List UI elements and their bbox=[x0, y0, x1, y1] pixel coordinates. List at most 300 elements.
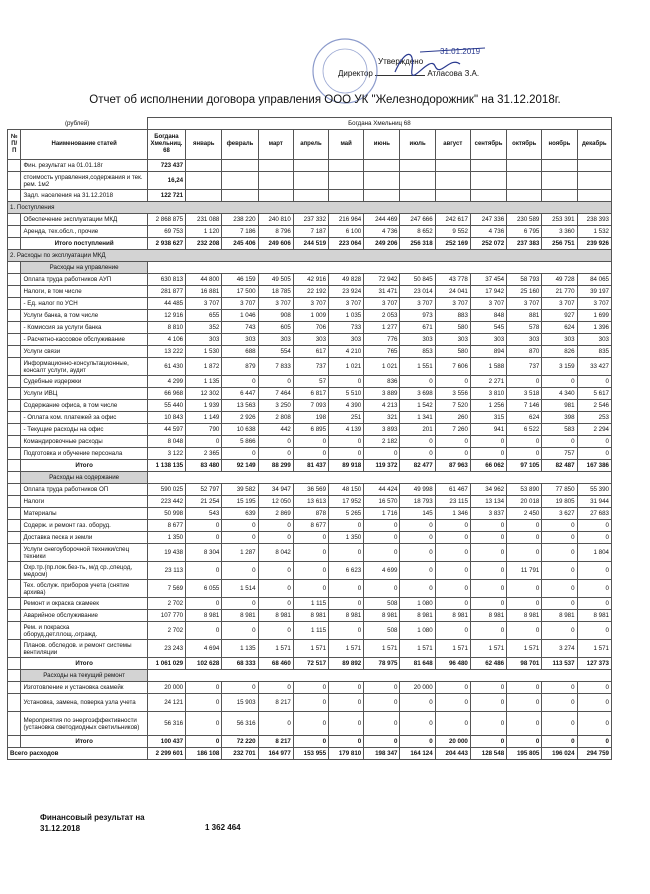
table-row bbox=[8, 424, 612, 436]
month-value-cell: 84 065 bbox=[577, 274, 611, 286]
month-value-cell: 442 bbox=[258, 424, 293, 436]
month-value-cell bbox=[258, 172, 293, 190]
month-value-cell: 196 024 bbox=[542, 748, 577, 760]
month-value-cell: 0 bbox=[435, 622, 470, 640]
month-value-cell: 0 bbox=[364, 712, 400, 736]
month-value-cell: 0 bbox=[470, 712, 506, 736]
month-value-cell bbox=[435, 190, 470, 202]
month-value-cell: 1 135 bbox=[222, 640, 258, 658]
month-value-cell: 20 000 bbox=[400, 682, 435, 694]
row-label: Услуги ИВЦ bbox=[21, 388, 147, 400]
month-value-cell: 145 bbox=[400, 508, 435, 520]
month-value-cell: 1 551 bbox=[400, 358, 435, 376]
row-number-cell bbox=[8, 172, 21, 190]
month-value-cell: 0 bbox=[435, 580, 470, 598]
table-row bbox=[8, 334, 612, 346]
table-row bbox=[8, 460, 612, 472]
month-value-cell: 0 bbox=[364, 532, 400, 544]
month-value-cell: 4 699 bbox=[364, 562, 400, 580]
month-value-cell: 617 bbox=[293, 346, 328, 358]
month-value-cell: 25 160 bbox=[507, 286, 542, 298]
month-value-cell: 1 571 bbox=[400, 640, 435, 658]
month-value-cell: 8 981 bbox=[186, 610, 222, 622]
month-value-cell: 303 bbox=[435, 334, 470, 346]
month-value-cell bbox=[542, 190, 577, 202]
month-value-cell: 0 bbox=[293, 436, 328, 448]
month-value-cell bbox=[293, 172, 328, 190]
month-value-cell bbox=[186, 160, 222, 172]
month-value-cell: 8 981 bbox=[577, 610, 611, 622]
month-value-cell: 0 bbox=[577, 532, 611, 544]
month-value-cell: 0 bbox=[293, 580, 328, 598]
month-value-cell: 0 bbox=[400, 562, 435, 580]
table-row bbox=[8, 670, 612, 682]
row-number-cell bbox=[8, 310, 21, 322]
total-cell: 16,24 bbox=[147, 172, 185, 190]
month-value-cell: 8 042 bbox=[258, 544, 293, 562]
month-value-cell: 0 bbox=[435, 544, 470, 562]
table-row bbox=[8, 172, 612, 190]
month-value-cell: 8 981 bbox=[400, 610, 435, 622]
month-value-cell: 92 149 bbox=[222, 460, 258, 472]
month-value-cell: 8 677 bbox=[293, 520, 328, 532]
month-value-cell: 580 bbox=[435, 322, 470, 334]
month-value-cell: 260 bbox=[435, 412, 470, 424]
row-label: Аренда, тех.обсл., прочие bbox=[21, 226, 147, 238]
row-label: Судебные издержки bbox=[21, 376, 147, 388]
row-number-cell bbox=[8, 376, 21, 388]
month-value-cell: 3 274 bbox=[542, 640, 577, 658]
month-value-cell: 0 bbox=[470, 448, 506, 460]
month-value-cell: 1 009 bbox=[293, 310, 328, 322]
month-value-cell: 0 bbox=[329, 736, 364, 748]
month-value-cell: 22 192 bbox=[293, 286, 328, 298]
table-row bbox=[8, 598, 612, 610]
row-number-cell bbox=[8, 622, 21, 640]
row-label: Подготовка и обучение персонала bbox=[21, 448, 147, 460]
row-number-cell bbox=[8, 736, 21, 748]
month-value-cell bbox=[329, 160, 364, 172]
subsection-title: Расходы на содержание bbox=[21, 472, 147, 484]
total-cell: 1 350 bbox=[147, 532, 185, 544]
row-label: Изготовление и установка скамейк bbox=[21, 682, 147, 694]
month-value-cell: 179 810 bbox=[329, 748, 364, 760]
total-cell: 4 106 bbox=[147, 334, 185, 346]
row-label: Фин. результат на 01.01.18г bbox=[21, 160, 147, 172]
month-value-cell: 765 bbox=[364, 346, 400, 358]
month-value-cell: 0 bbox=[542, 532, 577, 544]
month-value-cell: 776 bbox=[364, 334, 400, 346]
month-value-cell: 883 bbox=[435, 310, 470, 322]
month-value-cell: 8 981 bbox=[507, 610, 542, 622]
month-value-cell: 853 bbox=[400, 346, 435, 358]
row-number-cell bbox=[8, 400, 21, 412]
month-value-cell: 18 793 bbox=[400, 496, 435, 508]
month-value-cell: 0 bbox=[293, 562, 328, 580]
month-value-cell: 31 471 bbox=[364, 286, 400, 298]
month-value-cell: 0 bbox=[470, 682, 506, 694]
month-value-cell: 8 981 bbox=[329, 610, 364, 622]
month-value-cell: 554 bbox=[258, 346, 293, 358]
column-header: апрель bbox=[293, 130, 328, 160]
month-value-cell: 908 bbox=[258, 310, 293, 322]
month-value-cell: 4 139 bbox=[329, 424, 364, 436]
row-number-cell bbox=[8, 682, 21, 694]
month-value-cell: 39 582 bbox=[222, 484, 258, 496]
total-cell: 8 677 bbox=[147, 520, 185, 532]
total-cell: 10 843 bbox=[147, 412, 185, 424]
month-value-cell: 981 bbox=[542, 400, 577, 412]
month-value-cell bbox=[329, 172, 364, 190]
row-number-cell bbox=[8, 346, 21, 358]
month-value-cell: 0 bbox=[470, 532, 506, 544]
month-value-cell: 164 977 bbox=[258, 748, 293, 760]
month-value-cell: 153 955 bbox=[293, 748, 328, 760]
month-value-cell: 0 bbox=[435, 532, 470, 544]
row-label: Мероприятия по энергоэффективности (установка светодиодных светильников) bbox=[21, 712, 147, 736]
month-value-cell: 8 217 bbox=[258, 694, 293, 712]
month-value-cell: 6 795 bbox=[507, 226, 542, 238]
month-value-cell: 303 bbox=[400, 334, 435, 346]
month-value-cell: 1 256 bbox=[470, 400, 506, 412]
month-value-cell: 706 bbox=[293, 322, 328, 334]
month-value-cell bbox=[364, 160, 400, 172]
month-value-cell: 58 793 bbox=[507, 274, 542, 286]
month-value-cell: 0 bbox=[507, 682, 542, 694]
month-value-cell: 1 571 bbox=[364, 640, 400, 658]
month-value-cell: 7 260 bbox=[435, 424, 470, 436]
month-value-cell: 1 021 bbox=[329, 358, 364, 376]
month-value-cell: 0 bbox=[293, 544, 328, 562]
month-value-cell: 0 bbox=[186, 520, 222, 532]
row-label: Установка, замена, поверка узла учета bbox=[21, 694, 147, 712]
month-value-cell: 4 736 bbox=[364, 226, 400, 238]
month-value-cell: 13 563 bbox=[222, 400, 258, 412]
month-value-cell: 0 bbox=[470, 580, 506, 598]
month-value-cell: 398 bbox=[542, 412, 577, 424]
month-value-cell: 198 bbox=[293, 412, 328, 424]
month-value-cell: 252 072 bbox=[470, 238, 506, 250]
director-label: Директор bbox=[338, 69, 373, 78]
month-value-cell: 96 480 bbox=[435, 658, 470, 670]
month-value-cell: 0 bbox=[577, 520, 611, 532]
table-row bbox=[8, 358, 612, 376]
month-value-cell: 0 bbox=[577, 694, 611, 712]
month-value-cell bbox=[400, 190, 435, 202]
month-value-cell bbox=[542, 172, 577, 190]
month-value-cell: 0 bbox=[329, 682, 364, 694]
month-value-cell: 624 bbox=[542, 322, 577, 334]
month-value-cell: 0 bbox=[222, 376, 258, 388]
month-value-cell: 0 bbox=[435, 562, 470, 580]
month-value-cell: 232 208 bbox=[186, 238, 222, 250]
total-cell: 19 438 bbox=[147, 544, 185, 562]
month-value-cell: 1 350 bbox=[329, 532, 364, 544]
month-value-cell: 8 981 bbox=[258, 610, 293, 622]
row-number-cell bbox=[8, 484, 21, 496]
table-row bbox=[8, 448, 612, 460]
month-value-cell: 256 318 bbox=[400, 238, 435, 250]
month-value-cell: 1 571 bbox=[258, 640, 293, 658]
row-number-cell bbox=[8, 388, 21, 400]
month-value-cell: 17 952 bbox=[329, 496, 364, 508]
month-value-cell: 0 bbox=[258, 448, 293, 460]
month-value-cell: 0 bbox=[400, 520, 435, 532]
month-value-cell: 0 bbox=[258, 520, 293, 532]
table-row bbox=[8, 238, 612, 250]
month-value-cell: 251 bbox=[329, 412, 364, 424]
month-value-cell bbox=[222, 190, 258, 202]
row-label: Услуги снегоуборочной техники/спец техники bbox=[21, 544, 147, 562]
month-value-cell: 49 505 bbox=[258, 274, 293, 286]
month-value-cell: 0 bbox=[542, 736, 577, 748]
month-value-cell: 0 bbox=[222, 532, 258, 544]
month-value-cell: 6 623 bbox=[329, 562, 364, 580]
row-label: Услуги связи bbox=[21, 346, 147, 358]
month-value-cell: 0 bbox=[400, 736, 435, 748]
month-value-cell: 894 bbox=[470, 346, 506, 358]
month-value-cell: 1 571 bbox=[293, 640, 328, 658]
month-value-cell: 3 250 bbox=[258, 400, 293, 412]
financial-result-line1: Финансовый результат на bbox=[40, 813, 145, 822]
month-value-cell bbox=[186, 172, 222, 190]
month-value-cell: 0 bbox=[542, 712, 577, 736]
column-header-row bbox=[8, 130, 612, 160]
row-label: Оплата труда работников ОП bbox=[21, 484, 147, 496]
month-value-cell: 315 bbox=[470, 412, 506, 424]
month-value-cell: 0 bbox=[364, 520, 400, 532]
month-value-cell: 0 bbox=[470, 544, 506, 562]
month-value-cell: 0 bbox=[507, 736, 542, 748]
month-value-cell: 0 bbox=[507, 520, 542, 532]
month-value-cell: 49 828 bbox=[329, 274, 364, 286]
table-row bbox=[8, 274, 612, 286]
column-header: Богдана Хмельниц. 68 bbox=[147, 130, 185, 160]
total-cell: 8 048 bbox=[147, 436, 185, 448]
month-value-cell: 0 bbox=[258, 436, 293, 448]
month-value-cell: 0 bbox=[542, 562, 577, 580]
month-value-cell: 3 707 bbox=[470, 298, 506, 310]
month-value-cell: 7 187 bbox=[293, 226, 328, 238]
month-value-cell: 578 bbox=[507, 322, 542, 334]
month-value-cell: 16 881 bbox=[186, 286, 222, 298]
month-value-cell: 0 bbox=[577, 736, 611, 748]
month-value-cell: 1 277 bbox=[364, 322, 400, 334]
total-cell: 100 437 bbox=[147, 736, 185, 748]
month-value-cell: 52 797 bbox=[186, 484, 222, 496]
month-value-cell: 583 bbox=[542, 424, 577, 436]
month-value-cell: 0 bbox=[329, 376, 364, 388]
month-value-cell: 15 903 bbox=[222, 694, 258, 712]
month-value-cell: 8 981 bbox=[222, 610, 258, 622]
row-number-cell bbox=[8, 274, 21, 286]
total-cell: 2 702 bbox=[147, 598, 185, 610]
row-label: Содерж. и ремонт газ. оборуд. bbox=[21, 520, 147, 532]
month-value-cell: 127 373 bbox=[577, 658, 611, 670]
month-value-cell: 68 460 bbox=[258, 658, 293, 670]
row-label: Обеспечение эксплуатации МКД bbox=[21, 214, 147, 226]
month-value-cell: 245 406 bbox=[222, 238, 258, 250]
month-value-cell: 8 981 bbox=[364, 610, 400, 622]
month-value-cell: 253 bbox=[577, 412, 611, 424]
month-value-cell: 240 810 bbox=[258, 214, 293, 226]
month-value-cell: 0 bbox=[258, 562, 293, 580]
subsection-title: Расходы на управление bbox=[21, 262, 147, 274]
month-value-cell: 737 bbox=[293, 358, 328, 376]
month-value-cell: 0 bbox=[507, 448, 542, 460]
month-value-cell: 0 bbox=[507, 436, 542, 448]
month-value-cell: 836 bbox=[364, 376, 400, 388]
month-value-cell: 0 bbox=[293, 682, 328, 694]
month-value-cell: 1 872 bbox=[186, 358, 222, 376]
total-cell: 223 442 bbox=[147, 496, 185, 508]
month-value-cell: 0 bbox=[470, 694, 506, 712]
financial-result-label bbox=[40, 812, 145, 834]
month-value-cell: 62 486 bbox=[470, 658, 506, 670]
column-header: октябрь bbox=[507, 130, 542, 160]
month-value-cell: 244 519 bbox=[293, 238, 328, 250]
month-value-cell: 0 bbox=[542, 580, 577, 598]
month-value-cell: 1 571 bbox=[470, 640, 506, 658]
month-value-cell bbox=[435, 172, 470, 190]
table-row bbox=[8, 562, 612, 580]
month-value-cell: 671 bbox=[400, 322, 435, 334]
month-value-cell: 249 206 bbox=[364, 238, 400, 250]
total-cell: 2 938 627 bbox=[147, 238, 185, 250]
month-value-cell: 543 bbox=[186, 508, 222, 520]
month-value-cell: 4 340 bbox=[542, 388, 577, 400]
total-cell: 61 430 bbox=[147, 358, 185, 376]
section-title: 1. Поступления bbox=[8, 202, 612, 214]
month-value-cell: 6 895 bbox=[293, 424, 328, 436]
month-value-cell: 2 182 bbox=[364, 436, 400, 448]
month-value-cell: 580 bbox=[435, 346, 470, 358]
table-row bbox=[8, 346, 612, 358]
column-header: август bbox=[435, 130, 470, 160]
month-value-cell: 216 964 bbox=[329, 214, 364, 226]
month-value-cell: 0 bbox=[542, 436, 577, 448]
month-value-cell: 0 bbox=[507, 622, 542, 640]
month-value-cell: 1 939 bbox=[186, 400, 222, 412]
month-value-cell: 0 bbox=[364, 544, 400, 562]
month-value-cell: 204 443 bbox=[435, 748, 470, 760]
column-header: март bbox=[258, 130, 293, 160]
month-value-cell bbox=[400, 160, 435, 172]
month-value-cell: 0 bbox=[186, 712, 222, 736]
month-value-cell: 1 135 bbox=[186, 376, 222, 388]
month-value-cell: 39 197 bbox=[577, 286, 611, 298]
table-row bbox=[8, 376, 612, 388]
month-value-cell: 2 053 bbox=[364, 310, 400, 322]
month-value-cell: 1 514 bbox=[222, 580, 258, 598]
table-row bbox=[8, 298, 612, 310]
month-value-cell: 870 bbox=[507, 346, 542, 358]
month-value-cell: 0 bbox=[470, 622, 506, 640]
total-cell: 2 702 bbox=[147, 622, 185, 640]
month-value-cell: 508 bbox=[364, 598, 400, 610]
row-label: Налоги bbox=[21, 496, 147, 508]
month-value-cell: 0 bbox=[577, 622, 611, 640]
month-value-cell: 89 892 bbox=[329, 658, 364, 670]
row-number-cell bbox=[8, 460, 21, 472]
month-value-cell: 1 571 bbox=[507, 640, 542, 658]
row-number-cell bbox=[8, 580, 21, 598]
approved-label: Утверждено bbox=[378, 57, 424, 66]
month-value-cell: 0 bbox=[258, 622, 293, 640]
month-value-cell: 0 bbox=[577, 580, 611, 598]
row-number-cell bbox=[8, 532, 21, 544]
month-value-cell: 10 638 bbox=[222, 424, 258, 436]
column-header: декабрь bbox=[577, 130, 611, 160]
month-value-cell: 0 bbox=[470, 562, 506, 580]
month-value-cell: 8 981 bbox=[435, 610, 470, 622]
month-value-cell: 0 bbox=[293, 736, 328, 748]
total-cell: 1 138 135 bbox=[147, 460, 185, 472]
month-value-cell: 13 134 bbox=[470, 496, 506, 508]
table-row bbox=[8, 202, 612, 214]
month-value-cell: 44 424 bbox=[364, 484, 400, 496]
month-value-cell: 15 195 bbox=[222, 496, 258, 508]
total-cell: 8 810 bbox=[147, 322, 185, 334]
month-value-cell: 0 bbox=[435, 376, 470, 388]
month-value-cell: 21 770 bbox=[542, 286, 577, 298]
row-number-cell bbox=[8, 520, 21, 532]
month-value-cell: 12 050 bbox=[258, 496, 293, 508]
month-value-cell bbox=[542, 160, 577, 172]
column-header: ноябрь bbox=[542, 130, 577, 160]
month-value-cell bbox=[186, 190, 222, 202]
month-value-cell: 0 bbox=[577, 562, 611, 580]
month-value-cell: 1 571 bbox=[329, 640, 364, 658]
month-value-cell: 167 386 bbox=[577, 460, 611, 472]
table-row bbox=[8, 580, 612, 598]
month-value-cell: 0 bbox=[435, 598, 470, 610]
month-value-cell: 72 220 bbox=[222, 736, 258, 748]
month-value-cell: 790 bbox=[186, 424, 222, 436]
month-value-cell: 743 bbox=[222, 322, 258, 334]
month-value-cell: 37 454 bbox=[470, 274, 506, 286]
month-value-cell: 8 217 bbox=[258, 736, 293, 748]
row-label: Аварийное обслуживание bbox=[21, 610, 147, 622]
month-value-cell: 0 bbox=[507, 376, 542, 388]
month-value-cell: 253 391 bbox=[542, 214, 577, 226]
row-number-cell bbox=[8, 448, 21, 460]
table-row bbox=[8, 214, 612, 226]
month-value-cell: 0 bbox=[222, 598, 258, 610]
month-value-cell: 6 447 bbox=[222, 388, 258, 400]
row-label: Итого bbox=[21, 736, 147, 748]
column-header: май bbox=[329, 130, 364, 160]
month-value-cell: 2 808 bbox=[258, 412, 293, 424]
month-value-cell: 24 041 bbox=[435, 286, 470, 298]
month-value-cell: 0 bbox=[329, 622, 364, 640]
month-value-cell: 0 bbox=[507, 544, 542, 562]
month-value-cell: 81 648 bbox=[400, 658, 435, 670]
month-value-cell: 8 304 bbox=[186, 544, 222, 562]
month-value-cell: 0 bbox=[435, 436, 470, 448]
total-cell: 23 243 bbox=[147, 640, 185, 658]
row-label: Услуги банка, в том числе bbox=[21, 310, 147, 322]
table-row bbox=[8, 736, 612, 748]
month-value-cell: 77 850 bbox=[542, 484, 577, 496]
month-value-cell: 3 889 bbox=[364, 388, 400, 400]
row-number-cell bbox=[8, 472, 21, 484]
month-value-cell: 0 bbox=[186, 436, 222, 448]
month-value-cell: 881 bbox=[507, 310, 542, 322]
month-value-cell: 0 bbox=[507, 694, 542, 712]
director-signature bbox=[390, 44, 490, 80]
row-number-cell bbox=[8, 610, 21, 622]
